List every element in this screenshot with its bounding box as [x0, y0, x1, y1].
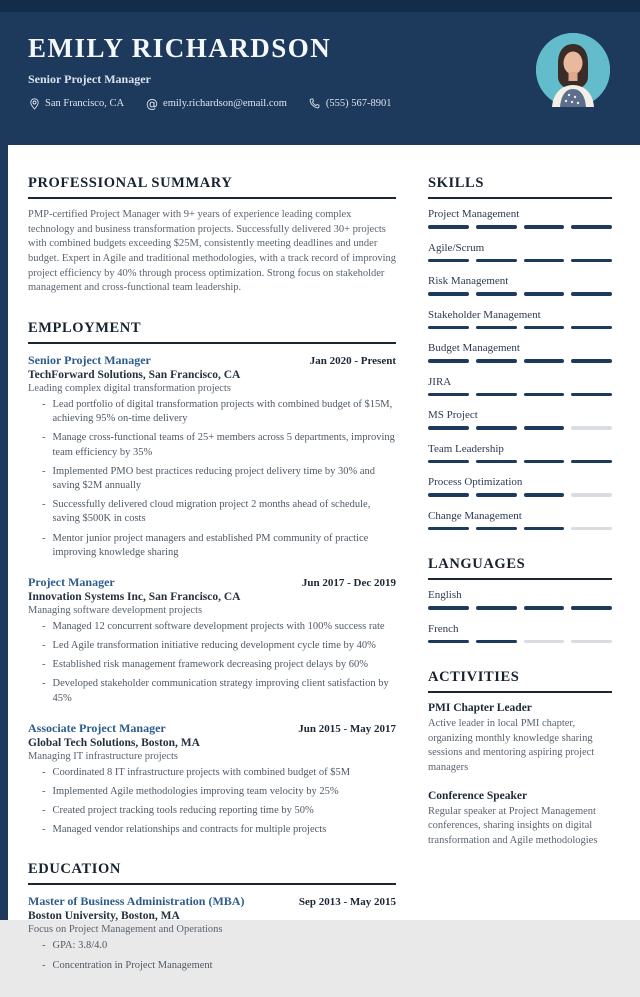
languages-list: [428, 589, 612, 643]
meter-bar: [428, 527, 612, 531]
bullet-item: [28, 804, 396, 818]
at-sign-icon: @: [146, 96, 159, 111]
section-skills: [428, 175, 612, 530]
meter-bar: [428, 393, 612, 397]
meter-segment: [524, 460, 565, 464]
bullet-dash: -: [42, 432, 46, 444]
meter-segment: [571, 326, 612, 330]
meter-segment: [524, 426, 565, 430]
candidate-name: EMILY RICHARDSON: [28, 33, 332, 63]
bullet-dash: -: [42, 678, 46, 690]
meter-bar: [428, 606, 612, 610]
bullet-item: [28, 658, 396, 672]
meter-segment: [524, 527, 565, 531]
meter-bar: [428, 493, 612, 497]
bullet-text: Created project tracking tools reducing reporting time by 50%: [52, 805, 314, 817]
meter-segment: [571, 527, 612, 531]
meter-segment: [524, 326, 565, 330]
meter-bar: [428, 460, 612, 464]
summary-heading: PROFESSIONAL SUMMARY: [28, 175, 396, 199]
meter-label: Change Management: [428, 509, 522, 522]
bullet-item: [28, 959, 396, 973]
contact-phone: [309, 98, 392, 110]
meter-label: Team Leadership: [428, 442, 504, 455]
meter-segment: [524, 259, 565, 263]
section-employment: [28, 320, 396, 837]
activity-entry: [428, 790, 612, 849]
job-title: Master of Business Administration (MBA): [28, 894, 245, 909]
bullet-dash: -: [42, 532, 46, 544]
meter-label: English: [428, 589, 462, 601]
meter-row: [428, 275, 612, 296]
meter-bar: [428, 640, 612, 644]
bullet-text: Managed 12 concurrent software development projects with 100% success rate: [52, 620, 385, 632]
meter-label: Project Management: [428, 208, 520, 220]
meter-bar: [428, 426, 612, 430]
job-title: Associate Project Manager: [28, 720, 166, 735]
job-head: [28, 721, 396, 736]
job-subtitle: Focus on Project Management and Operations: [28, 924, 223, 936]
jobs-list: [28, 353, 396, 837]
contact-email-text: emily.richardson@email.com: [163, 98, 287, 110]
meter-segment: [571, 460, 612, 464]
meter-segment: [571, 259, 612, 263]
meter-row: [428, 476, 612, 497]
meter-segment: [571, 493, 612, 497]
meter-label: Budget Management: [428, 342, 520, 354]
education-heading: EDUCATION: [28, 861, 396, 885]
meter-segment: [524, 393, 565, 397]
meter-segment: [428, 640, 469, 644]
meter-segment: [428, 493, 469, 497]
section-languages: [428, 556, 612, 643]
job-dates: Jun 2017 - Dec 2019: [301, 576, 396, 589]
contact-row: [28, 98, 612, 110]
job-title: Senior Project Manager: [28, 353, 151, 368]
resume-header: [0, 0, 640, 145]
meter-segment: [428, 393, 469, 397]
activity-title: Conference Speaker: [428, 789, 528, 802]
bullet-item: [28, 465, 396, 493]
meter-segment: [571, 359, 612, 363]
meter-segment: [428, 259, 469, 263]
job-head: [28, 575, 396, 590]
profile-photo: [536, 33, 610, 107]
meter-segment: [571, 640, 612, 644]
meter-segment: [428, 527, 469, 531]
bullet-dash: -: [42, 785, 46, 797]
job-entry: [28, 721, 396, 838]
job-head: [28, 353, 396, 368]
meter-segment: [476, 393, 517, 397]
meter-segment: [476, 292, 517, 296]
meter-row: [428, 342, 612, 363]
meter-segment: [524, 225, 565, 229]
meter-segment: [476, 606, 517, 610]
meter-segment: [428, 326, 469, 330]
bullet-item: [28, 823, 396, 837]
bullet-text: Managed vendor relationships and contracts for multiple projects: [52, 824, 327, 836]
activity-description: Regular speaker at Project Management conferences, sharing insights on digital transformation and Agile methodologies: [428, 805, 598, 847]
meter-segment: [476, 527, 517, 531]
bullet-text: Lead portfolio of digital transformation projects with combined budget of $15M, achieving 95% on-time delivery: [52, 399, 393, 425]
candidate-title: Senior Project Manager: [28, 71, 151, 86]
activity-entry: [428, 702, 612, 776]
meter-segment: [476, 259, 517, 263]
meter-segment: [428, 225, 469, 229]
meter-segment: [476, 460, 517, 464]
meter-segment: [571, 292, 612, 296]
bullet-item: [28, 639, 396, 653]
meter-row: [428, 242, 612, 263]
meter-segment: [524, 606, 565, 610]
bullet-text: Led Agile transformation initiative reducing development cycle time by 40%: [52, 640, 376, 652]
bullet-item: [28, 677, 396, 705]
bullet-item: [28, 939, 396, 953]
meter-segment: [476, 493, 517, 497]
meter-segment: [476, 640, 517, 644]
meter-label: Risk Management: [428, 275, 509, 287]
bullet-dash: -: [42, 499, 46, 511]
bullet-text: Concentration in Project Management: [52, 959, 213, 971]
meter-segment: [571, 606, 612, 610]
job-company: TechForward Solutions, San Francisco, CA: [28, 369, 241, 382]
meter-bar: [428, 359, 612, 363]
skills-heading: SKILLS: [428, 175, 612, 199]
section-professional-summary: [28, 175, 396, 296]
meter-segment: [524, 292, 565, 296]
meter-segment: [571, 225, 612, 229]
meter-row: [428, 208, 612, 229]
meter-label: Stakeholder Management: [428, 308, 541, 321]
main-column: [28, 175, 396, 997]
section-activities: [428, 669, 612, 849]
job-dates: Jun 2015 - May 2017: [298, 722, 396, 735]
meter-row: [428, 309, 612, 330]
activities-list: [428, 702, 612, 849]
bullet-dash: -: [42, 824, 46, 836]
job-company: Boston University, Boston, MA: [28, 910, 180, 923]
job-dates: Sep 2013 - May 2015: [298, 896, 396, 909]
job-subtitle: Leading complex digital transformation projects: [28, 383, 231, 395]
meter-segment: [428, 359, 469, 363]
activity-title: PMI Chapter Leader: [428, 702, 532, 714]
employment-heading: EMPLOYMENT: [28, 320, 396, 344]
meter-segment: [524, 359, 565, 363]
bullet-text: Successfully delivered cloud migration project 2 months ahead of schedule, saving $500K in costs: [52, 499, 371, 525]
bullet-text: Established risk management framework decreasing project delays by 60%: [52, 659, 368, 671]
meter-segment: [476, 225, 517, 229]
bullet-dash: -: [42, 959, 46, 971]
contact-email: [146, 98, 287, 110]
header-top-strip: [0, 0, 640, 12]
job-subtitle: Managing IT infrastructure projects: [28, 750, 178, 762]
contact-phone-text: (555) 567-8901: [325, 98, 392, 110]
meter-segment: [524, 640, 565, 644]
meter-segment: [428, 426, 469, 430]
job-subtitle: Managing software development projects: [28, 604, 203, 616]
activity-description: Active leader in local PMI chapter, organizing monthly knowledge sharing sessions and mentoring aspiring project managers: [428, 718, 595, 774]
bullet-dash: -: [42, 640, 46, 652]
meter-segment: [428, 292, 469, 296]
bullet-item: [28, 785, 396, 799]
job-bullets: [28, 766, 396, 838]
job-bullets: [28, 620, 396, 706]
bullet-dash: -: [42, 620, 46, 632]
job-head: [28, 894, 396, 909]
bullet-dash: -: [42, 399, 46, 411]
meter-label: JIRA: [428, 375, 452, 388]
phone-icon: [309, 98, 321, 110]
job-bullets: [28, 398, 396, 560]
meter-segment: [476, 359, 517, 363]
meter-row: [428, 409, 612, 430]
bullet-item: [28, 398, 396, 426]
meter-label: MS Project: [428, 409, 478, 421]
job-title: Project Manager: [28, 574, 115, 589]
meter-row: [428, 510, 612, 531]
bullet-item: [28, 766, 396, 780]
resume-body: [0, 145, 640, 997]
bullet-dash: -: [42, 766, 46, 778]
bullet-item: [28, 620, 396, 634]
meter-label: French: [428, 622, 459, 635]
meter-label: Process Optimization: [428, 476, 523, 488]
left-accent-stripe: [0, 145, 8, 920]
contact-location: [28, 98, 124, 110]
job-company: Innovation Systems Inc, San Francisco, CA: [28, 590, 241, 603]
meter-bar: [428, 326, 612, 330]
meter-label: Agile/Scrum: [428, 241, 485, 254]
contact-location-text: San Francisco, CA: [45, 98, 125, 110]
meter-segment: [428, 606, 469, 610]
summary-text: PMP-certified Project Manager with 9+ years of experience leading complex technology and business transformation projects. Successfully delivered 30+ projects with combined budgets exceeding $25M, consistently meeting deadlines and under budget. Expert in Agile and traditional methodologies, with a track record of improving project efficiency by 40% through process optimization. Strong focus on stakeholder management and cross-functional team leadership.: [28, 209, 396, 294]
bullet-item: [28, 431, 396, 459]
job-dates: Jan 2020 - Present: [309, 355, 396, 368]
meter-segment: [476, 426, 517, 430]
bullet-text: Coordinated 8 IT infrastructure projects with combined budget of $5M: [52, 766, 351, 778]
job-entry: [28, 353, 396, 560]
meter-row: [428, 589, 612, 610]
bullet-text: Implemented Agile methodologies improving team velocity by 25%: [52, 785, 339, 797]
bullet-text: Implemented PMO best practices reducing project delivery time by 30% and saving $2M annually: [52, 465, 375, 491]
bullet-dash: -: [42, 805, 46, 817]
education-list: [28, 894, 396, 972]
meter-bar: [428, 259, 612, 263]
sidebar-column: [428, 175, 612, 997]
meter-row: [428, 443, 612, 464]
bullet-text: Mentor junior project managers and established PM community of practice improving knowledge sharing: [52, 532, 369, 558]
job-entry: [28, 575, 396, 706]
meter-row: [428, 376, 612, 397]
bullet-text: Developed stakeholder communication strategy improving client satisfaction by 45%: [52, 678, 389, 704]
job-entry: [28, 894, 396, 972]
bullet-dash: -: [42, 465, 46, 477]
meter-segment: [428, 460, 469, 464]
activities-heading: ACTIVITIES: [428, 669, 612, 693]
meter-segment: [571, 393, 612, 397]
meter-segment: [476, 326, 517, 330]
job-bullets: [28, 939, 396, 972]
meter-segment: [571, 426, 612, 430]
bullet-dash: -: [42, 659, 46, 671]
bullet-item: [28, 498, 396, 526]
meter-bar: [428, 292, 612, 296]
bullet-text: GPA: 3.8/4.0: [52, 940, 108, 952]
bullet-text: Manage cross-functional teams of 25+ members across 5 departments, improving team efficiency by 35%: [52, 432, 395, 458]
bullet-dash: -: [42, 940, 46, 952]
meter-row: [428, 623, 612, 644]
skills-list: [428, 208, 612, 530]
meter-bar: [428, 225, 612, 229]
location-pin-icon: [28, 98, 40, 110]
job-company: Global Tech Solutions, Boston, MA: [28, 736, 200, 749]
section-education: [28, 861, 396, 972]
bullet-item: [28, 532, 396, 560]
meter-segment: [524, 493, 565, 497]
languages-heading: LANGUAGES: [428, 556, 612, 580]
